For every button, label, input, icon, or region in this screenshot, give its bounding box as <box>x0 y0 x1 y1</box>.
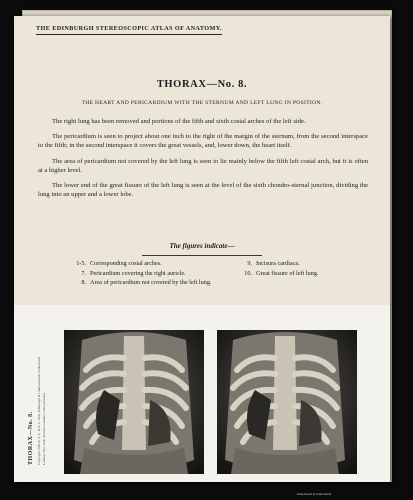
description-panel <box>14 16 390 305</box>
divider <box>142 255 262 256</box>
figures-heading: The figures indicate— <box>169 242 235 250</box>
stereo-image-right <box>217 330 357 496</box>
legend-item: 8. Area of pericardium not covered by the left lung. <box>81 279 212 287</box>
legend-item: 10. Great fissure of left lung. <box>244 269 319 277</box>
stereo-image-left <box>64 330 204 474</box>
paragraph: The pericardium is seen to project about one inch to the right of the margin of the sternum, from the second interspace to the fifth; in the second interspace it covers the great vessels, and, lower down, the heart itself. <box>38 133 368 150</box>
card-side-label <box>22 325 62 465</box>
legend-row <box>72 259 372 269</box>
figures-legend <box>72 259 372 288</box>
thorax-photo-illustration <box>217 330 357 474</box>
thorax-photo-illustration <box>64 330 204 474</box>
stereo-photo-panel <box>14 305 390 496</box>
side-title: THORAX—No. 8. <box>28 411 34 465</box>
side-copyright-line: Copyright 1905 by T. C. & E. C. Jack, Edinburgh & Underwood & Underwood <box>37 357 41 465</box>
paragraph: The area of pericardium not covered by the left lung is seen to lie mainly below the fifth left costal arch, but it is often at a higher level. <box>38 157 368 174</box>
paragraph: The lower end of the great fissure of the left lung is seen at the level of the sixth chondro-sternal junction, dividing the lung into an upper and a lower lobe. <box>38 182 368 199</box>
paragraph: The right lung has been removed and portions of the fifth and sixth costal arches of the left side. <box>52 118 306 125</box>
plate-subtitle: THE HEART AND PERICARDIUM WITH THE STERNUM AND LEFT LUNG IN POSITION. <box>81 100 323 106</box>
side-copyright-line: London, New York, Toronto-Canada, Ottawa-Kansas. <box>42 392 46 465</box>
plate-title: THORAX—No. 8. <box>156 79 248 90</box>
legend-row <box>72 269 372 279</box>
description-text <box>38 117 368 205</box>
legend-item: 9. Incisura cardiaca. <box>247 260 300 267</box>
stereoview-card <box>14 16 390 496</box>
series-header: THE EDINBURGH STEREOSCOPIC ATLAS OF ANATOMY. <box>36 25 222 35</box>
legend-item: 1-5. Corresponding costal arches. <box>76 260 162 267</box>
legend-row <box>72 278 372 288</box>
legend-item: 7. Pericardium covering the right auricle. <box>81 269 186 277</box>
photo-credit: Underwood & Underwood <box>296 492 331 496</box>
